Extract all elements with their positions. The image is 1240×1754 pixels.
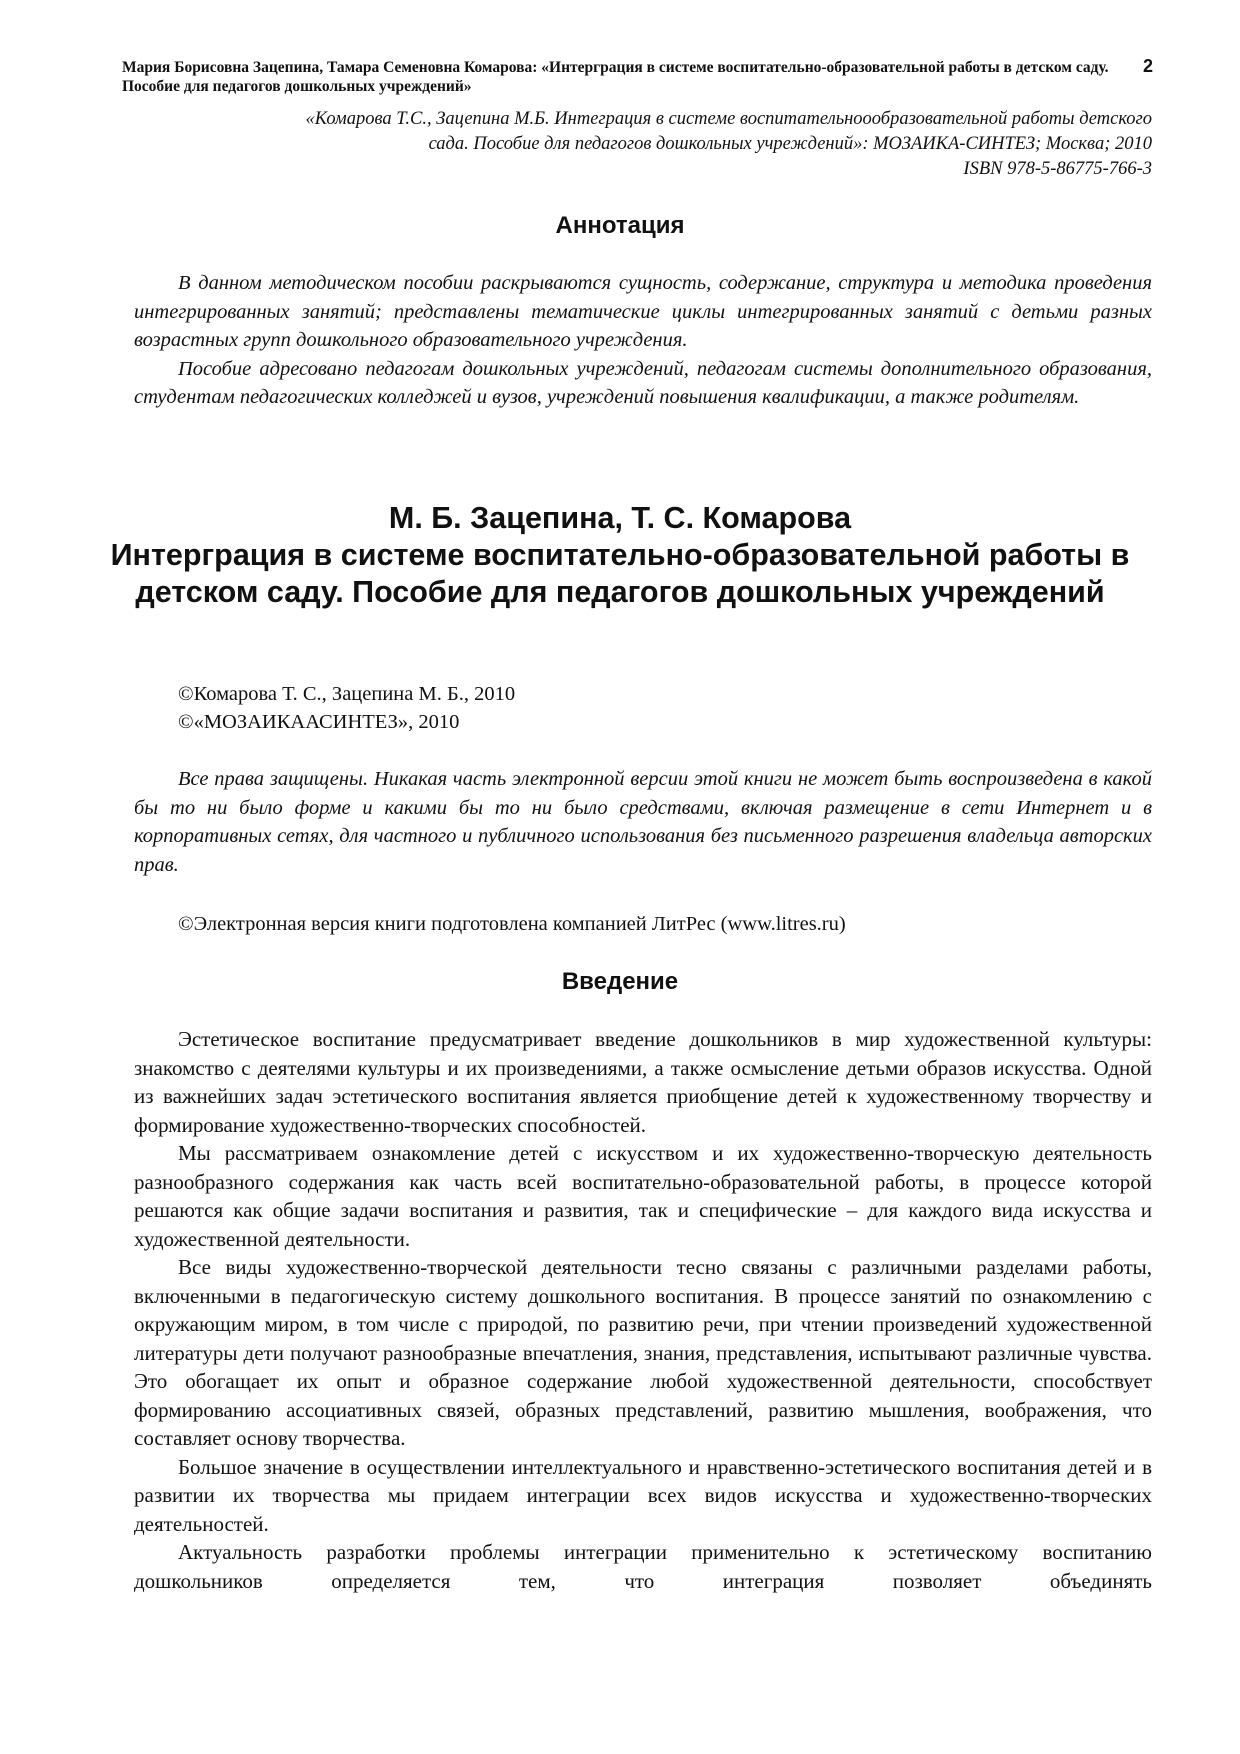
source-line-3: ISBN 978-5-86775-766-3 (963, 159, 1152, 179)
introduction-paragraph: Большое значение в осуществлении интеллектуального и нравственно-эстетического воспитания детей и в развитии их творчества мы придаем интеграции всех видов искусства и художественно-творческих деятельностей. (134, 1454, 1152, 1536)
ebook-note: ©Электронная версия книги подготовлена компанией ЛитРес (www.litres.ru) (178, 913, 846, 935)
running-head (122, 58, 1152, 96)
book-authors: М. Б. Зацепина, Т. С. Комарова (388, 501, 852, 535)
annotation-paragraph: Пособие адресовано педагогам дошкольных учреждений, педагогам системы дополнительного образования, студентам педагогических колледжей и вузов, учреждений повышения квалификации, а также родителям. (134, 357, 1152, 408)
book-title: Интергрaция в системе воспитательно-образовательной работы в детском саду. Пособие для педагогов дошкольных учреждений (110, 538, 1130, 609)
page-number: 2 (1143, 56, 1154, 76)
introduction-paragraph: Актуальность разработки проблемы интеграции применительно к эстетическому воспитанию дошкольников определяется тем, что интеграция позволяет объединять (134, 1540, 1152, 1593)
book-title-block (110, 500, 1130, 611)
source-line-2: сада. Пособие для педагогов дошкольных учреждений»: МОЗАИКА-СИНТЕЗ; Москва; 2010 (428, 134, 1152, 154)
copyright-line-2: ©«МОЗАИКААСИНТЕЗ», 2010 (178, 711, 460, 733)
source-line-1: «Комарова Т.С., Зацепина М.Б. Интеграция в системе воспитательноообразовательной работы детского (305, 109, 1152, 129)
annotation-heading: Аннотация (555, 212, 685, 239)
copyright-line-1: ©Комарова Т. С., Зацепина М. Б., 2010 (178, 683, 516, 705)
introduction-heading: Введение (561, 968, 679, 995)
running-head-text: Мария Борисовна Зацепина, Тамара Семеновна Комарова: «Интергрaция в системе воспитательно-образовательной работы в детском саду. Пособие для педагогов дошкольных учреждений» (122, 59, 1109, 95)
rights-paragraph: Все права защищены. Никакая часть электронной версии этой книги не может быть воспроизведена в какой бы то ни было форме и какими бы то ни было средствами, включая размещение в сети Интернет и в корпоративных сетях, для частного и публичного использования без письменного разрешения владельца авторских прав. (134, 768, 1152, 876)
annotation-paragraph: В данном методическом пособии раскрываются сущность, содержание, структура и методика проведения интегрированных занятий; представлены тематические циклы интегрированных занятий с детьми разных возрастных групп дошкольного образовательного учреждения. (134, 272, 1152, 351)
rights-notice (134, 765, 1152, 879)
introduction-paragraph: Эстетическое воспитание предусматривает введение дошкольников в мир художественной культуры: знакомство с деятелями культуры и их произведениями, а также осмысление детьми образов искусства. Одной из важнейших задач эстетического воспитания является приобщение детей к художественному творчеству и формирование художественно-творческих способностей. (134, 1027, 1152, 1137)
annotation-text (134, 269, 1152, 412)
introduction-text (134, 1025, 1152, 1595)
source-citation (152, 107, 1152, 182)
introduction-paragraph: Мы рассматриваем ознакомление детей с искусством и их художественно-творческую деятельность разнообразного содержания как часть всей воспитательно-образовательной работы, в процессе которой решаются как общие задачи воспитания и развития, так и специфические – для каждого вида искусства и художественной деятельности. (134, 1141, 1152, 1251)
introduction-paragraph: Все виды художественно-творческой деятельности тесно связаны с различными разделами работы, включенными в педагогическую систему дошкольного воспитания. В процессе занятий по ознакомлению с окружающим миром, в том числе с природой, по развитию речи, при чтении произведений художественной литературы дети получают разнообразные впечатления, знания, представления, испытывают различные чувства. Это обогащает их опыт и образное содержание любой художественной деятельности, способствует формированию ассоциативных связей, образных представлений, развитию мышления, воображения, что составляет основу творчества. (134, 1255, 1152, 1450)
